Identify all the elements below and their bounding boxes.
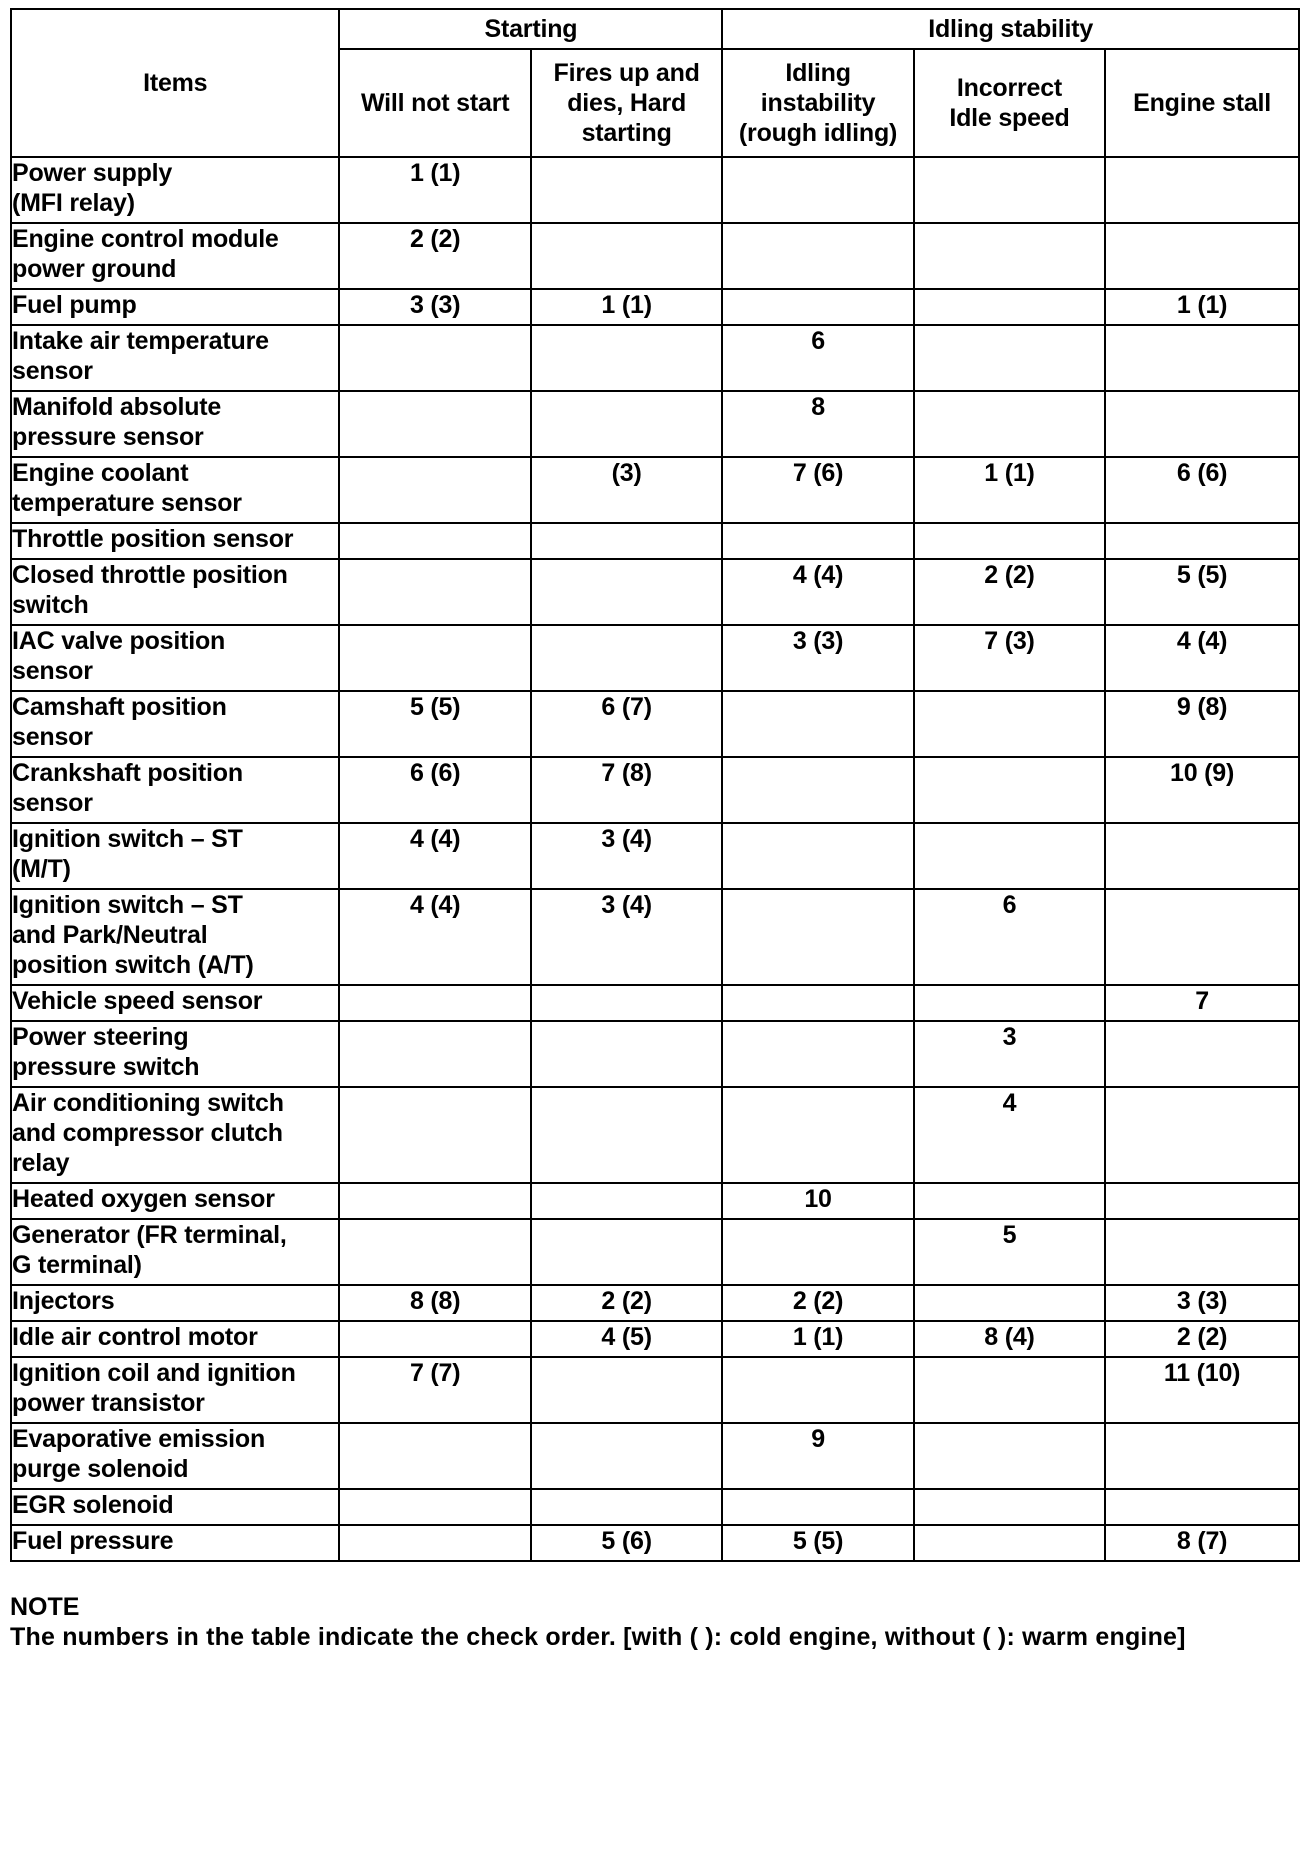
check-order-cell (914, 1285, 1105, 1321)
row-item-label: Crankshaft position sensor (11, 757, 339, 823)
table-row (11, 1183, 1299, 1219)
check-order-cell (1105, 1219, 1299, 1285)
check-order-cell: 1 (1) (722, 1321, 913, 1357)
check-order-cell: 5 (5) (1105, 559, 1299, 625)
check-order-cell (722, 757, 913, 823)
check-order-cell: 3 (3) (339, 289, 530, 325)
table-row (11, 985, 1299, 1021)
check-order-cell (339, 1423, 530, 1489)
check-order-cell: 8 (4) (914, 1321, 1105, 1357)
table-row (11, 391, 1299, 457)
check-order-cell (339, 391, 530, 457)
check-order-cell (339, 985, 530, 1021)
table-row (11, 559, 1299, 625)
check-order-cell: 1 (1) (914, 457, 1105, 523)
check-order-cell: 4 (914, 1087, 1105, 1183)
table-row (11, 691, 1299, 757)
check-order-cell (531, 1219, 722, 1285)
check-order-cell: 2 (2) (914, 559, 1105, 625)
row-item-label: Vehicle speed sensor (11, 985, 339, 1021)
table-row (11, 1423, 1299, 1489)
check-order-cell: 4 (4) (339, 889, 530, 985)
check-order-cell (1105, 1021, 1299, 1087)
check-order-cell: 3 (4) (531, 823, 722, 889)
check-order-cell (914, 223, 1105, 289)
check-order-cell (722, 1021, 913, 1087)
check-order-cell: 2 (2) (722, 1285, 913, 1321)
column-header: Will not start (339, 49, 530, 157)
check-order-cell (1105, 157, 1299, 223)
check-order-cell: 2 (2) (531, 1285, 722, 1321)
check-order-cell (722, 1087, 913, 1183)
table-row (11, 757, 1299, 823)
check-order-cell (914, 1423, 1105, 1489)
check-order-cell (722, 1489, 913, 1525)
check-order-cell (531, 1087, 722, 1183)
check-order-cell (339, 1489, 530, 1525)
check-order-cell (722, 985, 913, 1021)
check-order-cell: 5 (914, 1219, 1105, 1285)
check-order-cell (722, 823, 913, 889)
check-order-cell (339, 523, 530, 559)
row-item-label: Fuel pressure (11, 1525, 339, 1561)
check-order-cell: 10 (9) (1105, 757, 1299, 823)
check-order-cell: 2 (2) (1105, 1321, 1299, 1357)
check-order-cell: 4 (4) (722, 559, 913, 625)
table-body (11, 157, 1299, 1561)
check-order-cell: 5 (5) (722, 1525, 913, 1561)
check-order-cell (914, 1489, 1105, 1525)
row-item-label: Camshaft position sensor (11, 691, 339, 757)
table-row (11, 1489, 1299, 1525)
row-item-label: Heated oxygen sensor (11, 1183, 339, 1219)
row-item-label: Fuel pump (11, 289, 339, 325)
row-item-label: EGR solenoid (11, 1489, 339, 1525)
row-item-label: Ignition switch – ST and Park/Neutral position switch (A/T) (11, 889, 339, 985)
table-row (11, 823, 1299, 889)
check-order-cell (1105, 889, 1299, 985)
table-row (11, 157, 1299, 223)
row-item-label: Air conditioning switch and compressor clutch relay (11, 1087, 339, 1183)
check-order-cell: 10 (722, 1183, 913, 1219)
check-order-cell (722, 289, 913, 325)
check-order-cell: 2 (2) (339, 223, 530, 289)
table-row (11, 1357, 1299, 1423)
check-order-cell: 3 (914, 1021, 1105, 1087)
check-order-cell (914, 523, 1105, 559)
row-item-label: Power steering pressure switch (11, 1021, 339, 1087)
check-order-cell (531, 625, 722, 691)
note-text: The numbers in the table indicate the check order. [with ( ): cold engine, without ( ): warm engine] (10, 1623, 1186, 1651)
check-order-cell (722, 1357, 913, 1423)
check-order-cell: 7 (8) (531, 757, 722, 823)
check-order-cell: 9 (722, 1423, 913, 1489)
row-item-label: Engine coolant temperature sensor (11, 457, 339, 523)
row-item-label: Evaporative emission purge solenoid (11, 1423, 339, 1489)
check-order-cell: 1 (1) (339, 157, 530, 223)
check-order-cell: 6 (6) (339, 757, 530, 823)
check-order-cell (1105, 1087, 1299, 1183)
check-order-cell: 3 (4) (531, 889, 722, 985)
check-order-cell: 6 (6) (1105, 457, 1299, 523)
check-order-cell: 1 (1) (531, 289, 722, 325)
row-item-label: Closed throttle position switch (11, 559, 339, 625)
check-order-cell: 4 (4) (339, 823, 530, 889)
table-row (11, 325, 1299, 391)
table-row (11, 1321, 1299, 1357)
row-item-label: Idle air control motor (11, 1321, 339, 1357)
check-order-cell (1105, 1489, 1299, 1525)
table-row (11, 889, 1299, 985)
check-order-cell (339, 457, 530, 523)
check-order-cell: 7 (6) (722, 457, 913, 523)
row-item-label: Intake air temperature sensor (11, 325, 339, 391)
check-order-cell (722, 157, 913, 223)
check-order-cell (339, 325, 530, 391)
check-order-cell (531, 223, 722, 289)
check-order-cell: 4 (4) (1105, 625, 1299, 691)
check-order-cell: 8 (8) (339, 1285, 530, 1321)
check-order-cell (914, 985, 1105, 1021)
check-order-cell (531, 157, 722, 223)
check-order-cell (722, 1219, 913, 1285)
check-order-cell: 7 (3) (914, 625, 1105, 691)
document-page (10, 8, 1300, 1652)
table-row (11, 1285, 1299, 1321)
check-order-cell (1105, 1183, 1299, 1219)
check-order-cell: 6 (914, 889, 1105, 985)
check-order-cell: 7 (7) (339, 1357, 530, 1423)
check-order-cell: (3) (531, 457, 722, 523)
check-order-cell (339, 625, 530, 691)
check-order-cell (339, 1183, 530, 1219)
check-order-cell: 1 (1) (1105, 289, 1299, 325)
row-item-label: Throttle position sensor (11, 523, 339, 559)
check-order-cell: 3 (3) (722, 625, 913, 691)
check-order-cell (531, 985, 722, 1021)
table-row (11, 1219, 1299, 1285)
check-order-cell (722, 523, 913, 559)
check-order-cell (531, 523, 722, 559)
check-order-cell (914, 823, 1105, 889)
row-item-label: Injectors (11, 1285, 339, 1321)
check-order-cell: 8 (7) (1105, 1525, 1299, 1561)
check-order-cell: 6 (7) (531, 691, 722, 757)
row-item-label: Ignition switch – ST (M/T) (11, 823, 339, 889)
check-order-cell (914, 1525, 1105, 1561)
check-order-cell (914, 391, 1105, 457)
column-header: Idling instability (rough idling) (722, 49, 913, 157)
check-order-cell (339, 1087, 530, 1183)
check-order-cell (339, 559, 530, 625)
check-order-cell (339, 1525, 530, 1561)
check-order-cell (914, 757, 1105, 823)
check-order-cell (1105, 391, 1299, 457)
row-item-label: IAC valve position sensor (11, 625, 339, 691)
check-order-cell (531, 1021, 722, 1087)
check-order-cell (339, 1321, 530, 1357)
check-order-cell: 8 (722, 391, 913, 457)
note-title: NOTE (10, 1593, 80, 1621)
table-row (11, 1087, 1299, 1183)
check-order-cell: 7 (1105, 985, 1299, 1021)
check-order-cell: 11 (10) (1105, 1357, 1299, 1423)
group-header-idling-stability: Idling stability (722, 9, 1299, 49)
check-order-cell: 5 (6) (531, 1525, 722, 1561)
check-order-cell: 4 (5) (531, 1321, 722, 1357)
column-header: Fires up and dies, Hard starting (531, 49, 722, 157)
check-order-cell (1105, 823, 1299, 889)
check-order-cell (914, 325, 1105, 391)
table-row (11, 1525, 1299, 1561)
table-row (11, 625, 1299, 691)
table-row (11, 289, 1299, 325)
check-order-cell: 5 (5) (339, 691, 530, 757)
check-order-cell (1105, 1423, 1299, 1489)
row-item-label: Power supply (MFI relay) (11, 157, 339, 223)
check-order-cell (914, 1183, 1105, 1219)
check-order-cell (531, 1357, 722, 1423)
group-header-starting: Starting (339, 9, 722, 49)
table-row (11, 223, 1299, 289)
check-order-cell (531, 325, 722, 391)
check-order-cell (914, 1357, 1105, 1423)
items-header: Items (11, 9, 339, 157)
check-order-cell (531, 559, 722, 625)
check-order-cell (531, 1183, 722, 1219)
check-order-cell (1105, 223, 1299, 289)
check-order-cell (1105, 523, 1299, 559)
row-item-label: Generator (FR terminal, G terminal) (11, 1219, 339, 1285)
trouble-check-table (10, 8, 1300, 1562)
check-order-cell (531, 1423, 722, 1489)
check-order-cell (914, 289, 1105, 325)
row-item-label: Manifold absolute pressure sensor (11, 391, 339, 457)
check-order-cell (1105, 325, 1299, 391)
row-item-label: Ignition coil and ignition power transistor (11, 1357, 339, 1423)
check-order-cell (722, 691, 913, 757)
check-order-cell (339, 1219, 530, 1285)
column-header: Engine stall (1105, 49, 1299, 157)
table-row (11, 1021, 1299, 1087)
column-header: Incorrect Idle speed (914, 49, 1105, 157)
check-order-cell: 3 (3) (1105, 1285, 1299, 1321)
check-order-cell: 9 (8) (1105, 691, 1299, 757)
check-order-cell (339, 1021, 530, 1087)
row-item-label: Engine control module power ground (11, 223, 339, 289)
check-order-cell (914, 691, 1105, 757)
table-row (11, 457, 1299, 523)
check-order-cell (531, 391, 722, 457)
table-row (11, 523, 1299, 559)
check-order-cell (722, 223, 913, 289)
check-order-cell: 6 (722, 325, 913, 391)
check-order-cell (531, 1489, 722, 1525)
check-order-cell (722, 889, 913, 985)
check-order-cell (914, 157, 1105, 223)
